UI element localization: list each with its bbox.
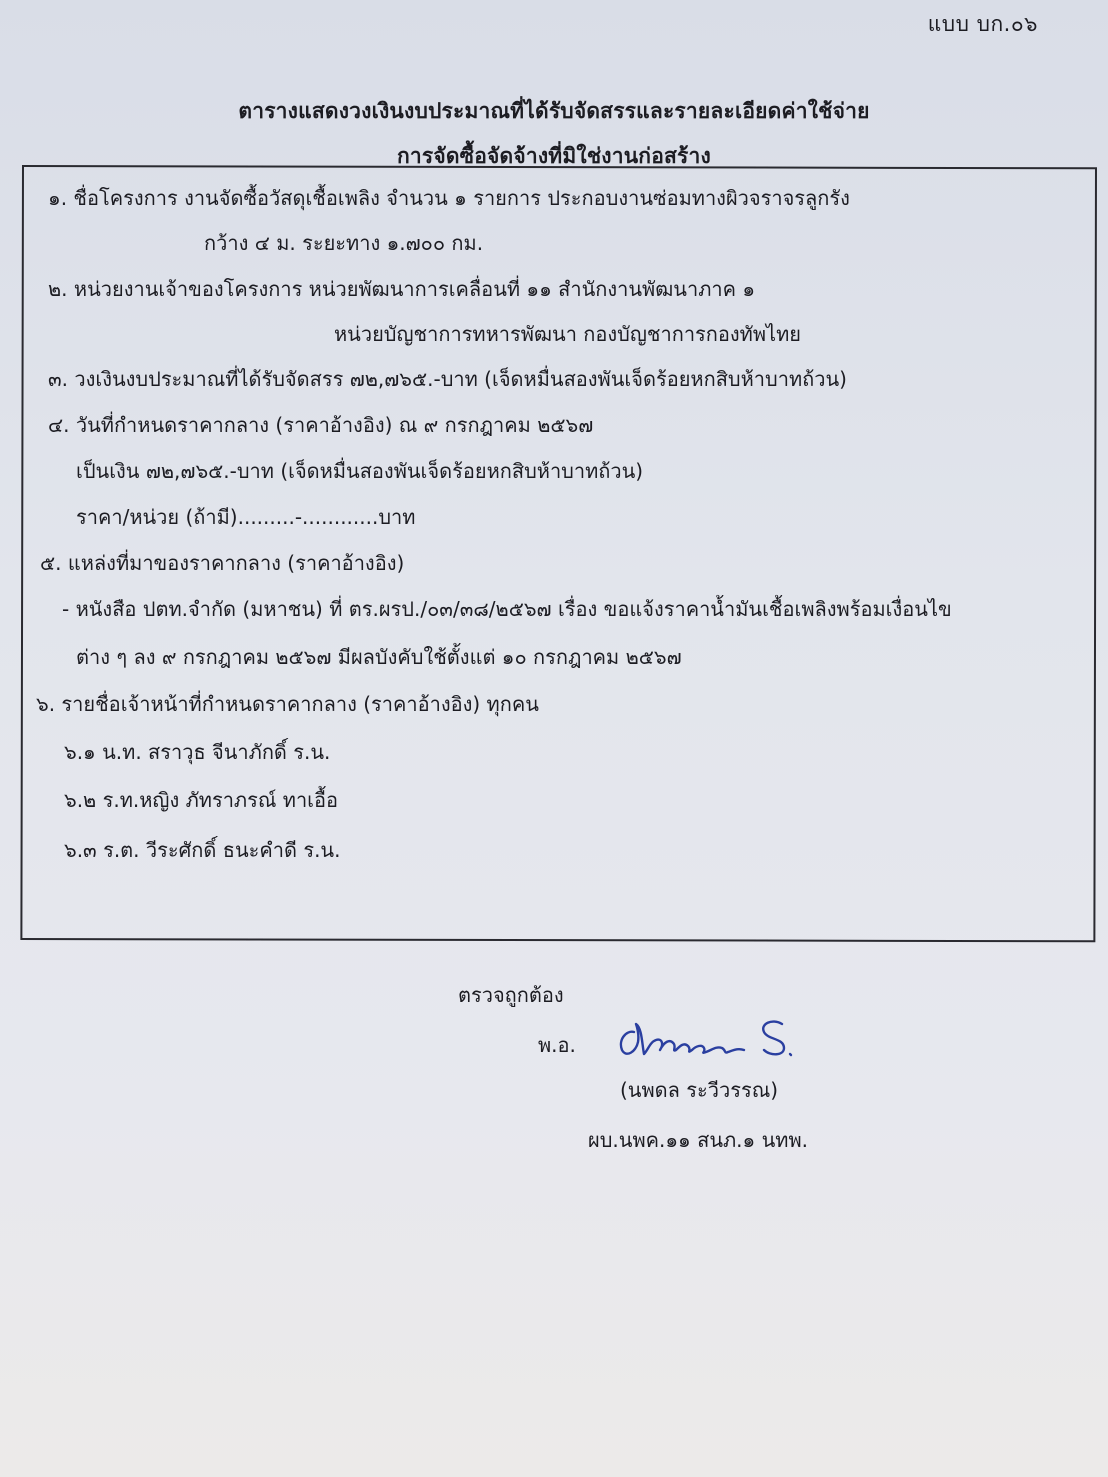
- item-owner-unit-cont: หน่วยบัญชาการทหารพัฒนา กองบัญชาการกองทัพไทย: [334, 322, 802, 346]
- item-owner-unit: ๒. หน่วยงานเจ้าของโครงการ หน่วยพัฒนาการเคลื่อนที่ ๑๑ สำนักงานพัฒนาภาค ๑: [48, 277, 756, 301]
- item-ref-price-date: ๔. วันที่กำหนดราคากลาง (ราคาอ้างอิง) ณ ๙ กรกฎาคม ๒๕๖๗: [48, 413, 594, 437]
- form-code: แบบ บก.๐๖: [927, 12, 1038, 36]
- item-project-name: ๑. ชื่อโครงการ งานจัดซื้อวัสดุเชื้อเพลิง จำนวน ๑ รายการ ประกอบงานซ่อมทางผิวจราจรลูกรัง: [48, 186, 850, 210]
- item-project-name-cont: กว้าง ๔ ม. ระยะทาง ๑.๗๐๐ กม.: [204, 231, 484, 255]
- signer-rank: พ.อ.: [538, 1033, 576, 1057]
- item-officers-heading: ๖. รายชื่อเจ้าหน้าที่กำหนดราคากลาง (ราคาอ้างอิง) ทุกคน: [36, 692, 539, 716]
- signer-name: (นพดล ระวีวรรณ): [620, 1078, 779, 1102]
- item-source-heading: ๕. แหล่งที่มาของราคากลาง (ราคาอ้างอิง): [40, 551, 405, 575]
- officer-3: ๖.๓ ร.ต. วีระศักดิ์ ธนะคำดี ร.น.: [64, 838, 341, 862]
- signer-position: ผบ.นพค.๑๑ สนภ.๑ นทพ.: [588, 1128, 808, 1152]
- item-source-detail-cont: ต่าง ๆ ลง ๙ กรกฎาคม ๒๕๖๗ มีผลบังคับใช้ตั้งแต่ ๑๐ กรกฎาคม ๒๕๖๗: [76, 645, 682, 669]
- officer-1: ๖.๑ น.ท. สราวุธ จีนาภักดิ์ ร.น.: [64, 740, 331, 764]
- item-ref-price-amount: เป็นเงิน ๗๒,๗๖๕.-บาท (เจ็ดหมื่นสองพันเจ็ดร้อยหกสิบห้าบาทถ้วน): [76, 459, 644, 483]
- handwritten-signature: [612, 1010, 812, 1070]
- item-source-detail: - หนังสือ ปตท.จำกัด (มหาชน) ที่ ตร.ผรป./๐๓/๓๘/๒๕๖๗ เรื่อง ขอแจ้งราคาน้ำมันเชื้อเพลิงพร้อมเงื่อนไข: [62, 597, 952, 621]
- certification-label: ตรวจถูกต้อง: [458, 983, 564, 1007]
- officer-2: ๖.๒ ร.ท.หญิง ภัทราภรณ์ ทาเอื้อ: [64, 788, 339, 812]
- document-subtitle: การจัดซื้อจัดจ้างที่มิใช่งานก่อสร้าง: [397, 144, 711, 168]
- item-unit-price: ราคา/หน่วย (ถ้ามี).........-............บาท: [76, 505, 416, 529]
- item-budget: ๓. วงเงินงบประมาณที่ได้รับจัดสรร ๗๒,๗๖๕.-บาท (เจ็ดหมื่นสองพันเจ็ดร้อยหกสิบห้าบาทถ้วน): [48, 367, 847, 391]
- document-title: ตารางแสดงวงเงินงบประมาณที่ได้รับจัดสรรและรายละเอียดค่าใช้จ่าย: [238, 99, 870, 123]
